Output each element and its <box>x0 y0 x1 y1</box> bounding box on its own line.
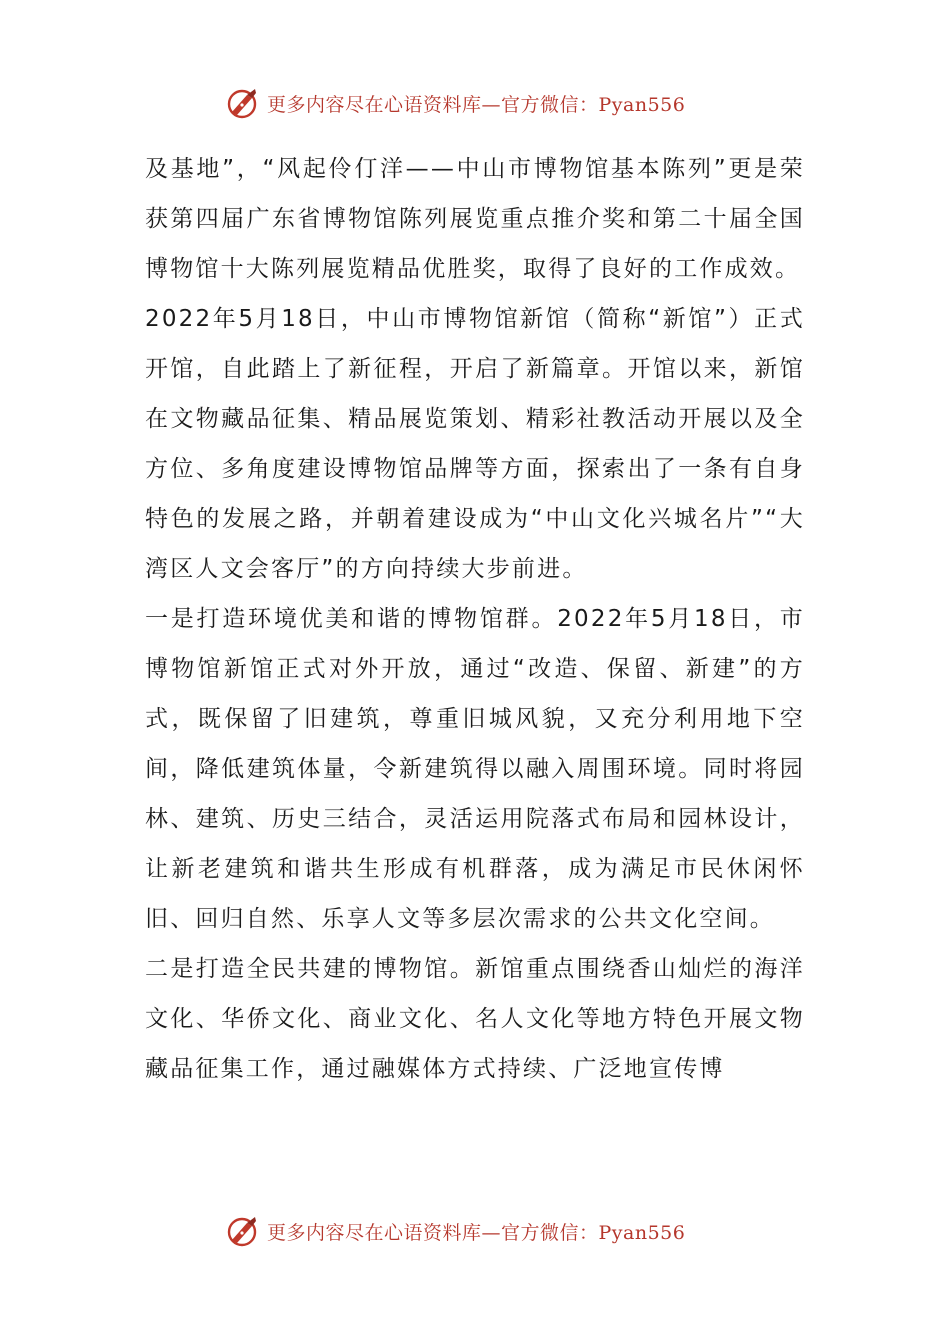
footer-banner-text: 更多内容尽在心语资料库—官方微信：Pyan556 <box>267 1221 686 1244</box>
pen-nib-logo-icon <box>225 85 261 121</box>
paragraph-4: 二是打造全民共建的博物馆。新馆重点围绕香山灿烂的海洋文化、华侨文化、商业文化、名人文化等地方特色开展文物藏品征集工作，通过融媒体方式持续、广泛地宣传博 <box>145 956 805 1082</box>
pen-nib-logo-icon <box>225 1213 261 1249</box>
header-banner-text: 更多内容尽在心语资料库—官方微信：Pyan556 <box>267 93 686 116</box>
document-body <box>145 144 805 1094</box>
paragraph-2: 2022年5月18日，中山市博物馆新馆（简称“新馆”）正式开馆，自此踏上了新征程，开启了新篇章。开馆以来，新馆在文物藏品征集、精品展览策划、精彩社教活动开展以及全方位、多角度建设博物馆品牌等方面，探索出了一条有自身特色的发展之路，并朝着建设成为“中山文化兴城名片”“大湾区人文会客厅”的方向持续大步前进。 <box>145 306 805 582</box>
paragraph-3: 一是打造环境优美和谐的博物馆群。2022年5月18日，市博物馆新馆正式对外开放，通过“改造、保留、新建”的方式，既保留了旧建筑，尊重旧城风貌，又充分利用地下空间，降低建筑体量，令新建筑得以融入周围环境。同时将园林、建筑、历史三结合，灵活运用院落式布局和园林设计，让新老建筑和谐共生形成有机群落，成为满足市民休闲怀旧、回归自然、乐享人文等多层次需求的公共文化空间。 <box>145 606 805 932</box>
footer-banner <box>225 1211 725 1251</box>
header-banner <box>225 83 725 123</box>
paragraph-1: 及基地”，“风起伶仃洋——中山市博物馆基本陈列”更是荣获第四届广东省博物馆陈列展览重点推介奖和第二十届全国博物馆十大陈列展览精品优胜奖，取得了良好的工作成效。 <box>145 156 805 282</box>
